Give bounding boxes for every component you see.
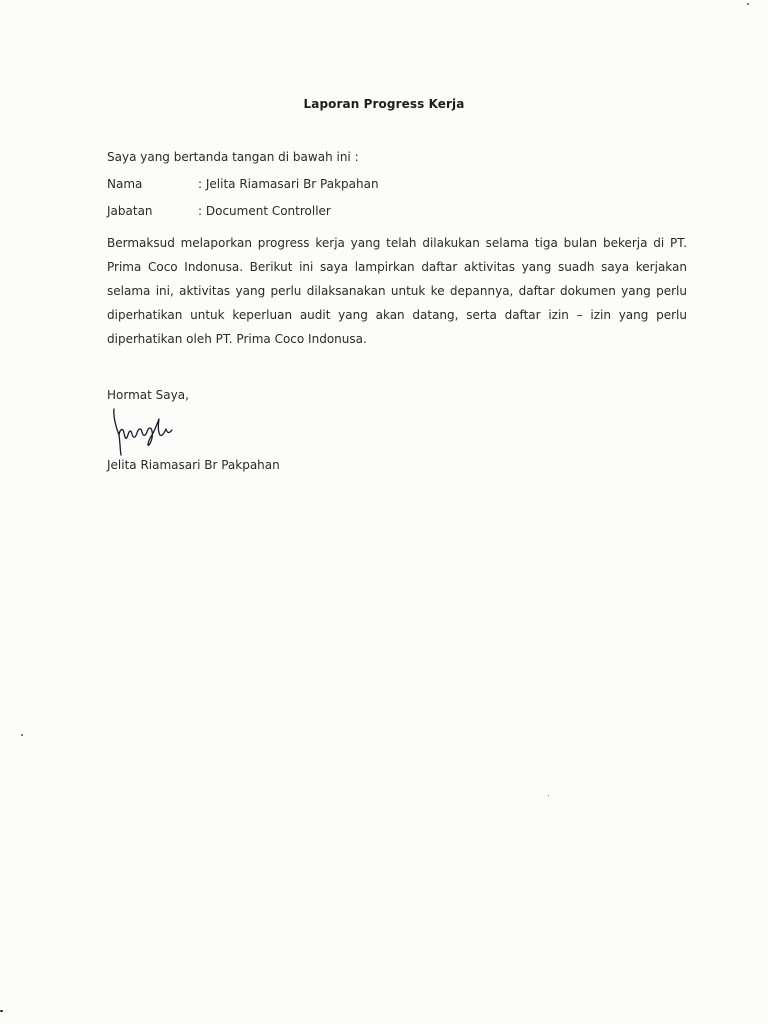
scan-speck <box>21 734 23 736</box>
signer-name: Jelita Riamasari Br Pakpahan <box>107 458 280 472</box>
scan-speck <box>747 3 749 5</box>
body-paragraph: Bermaksud melaporkan progress kerja yang telah dilakukan selama tiga bulan bekerja di PT. Prima Coco Indonusa. Berikut ini saya lampirkan daftar aktivitas yang suadh saya kerjakan selama ini, aktivitas yang perlu dilaksanakan untuk ke depannya, daftar dokumen yang perlu diperhatikan untuk keperluan audit yang akan datang, serta daftar izin – izin yang perlu diperhatikan oleh PT. Prima Coco Indonusa. <box>107 236 687 346</box>
closing-text: Hormat Saya, <box>107 388 189 402</box>
field-label-jabatan: Jabatan <box>107 204 153 218</box>
field-value-jabatan: : Document Controller <box>198 204 331 218</box>
scan-speck <box>0 1010 3 1012</box>
handwritten-signature <box>108 405 178 457</box>
intro-text: Saya yang bertanda tangan di bawah ini : <box>107 150 359 164</box>
scan-speck <box>548 795 549 796</box>
field-value-nama: : Jelita Riamasari Br Pakpahan <box>198 177 379 191</box>
document-title: Laporan Progress Kerja <box>303 97 465 111</box>
field-label-nama: Nama <box>107 177 143 191</box>
